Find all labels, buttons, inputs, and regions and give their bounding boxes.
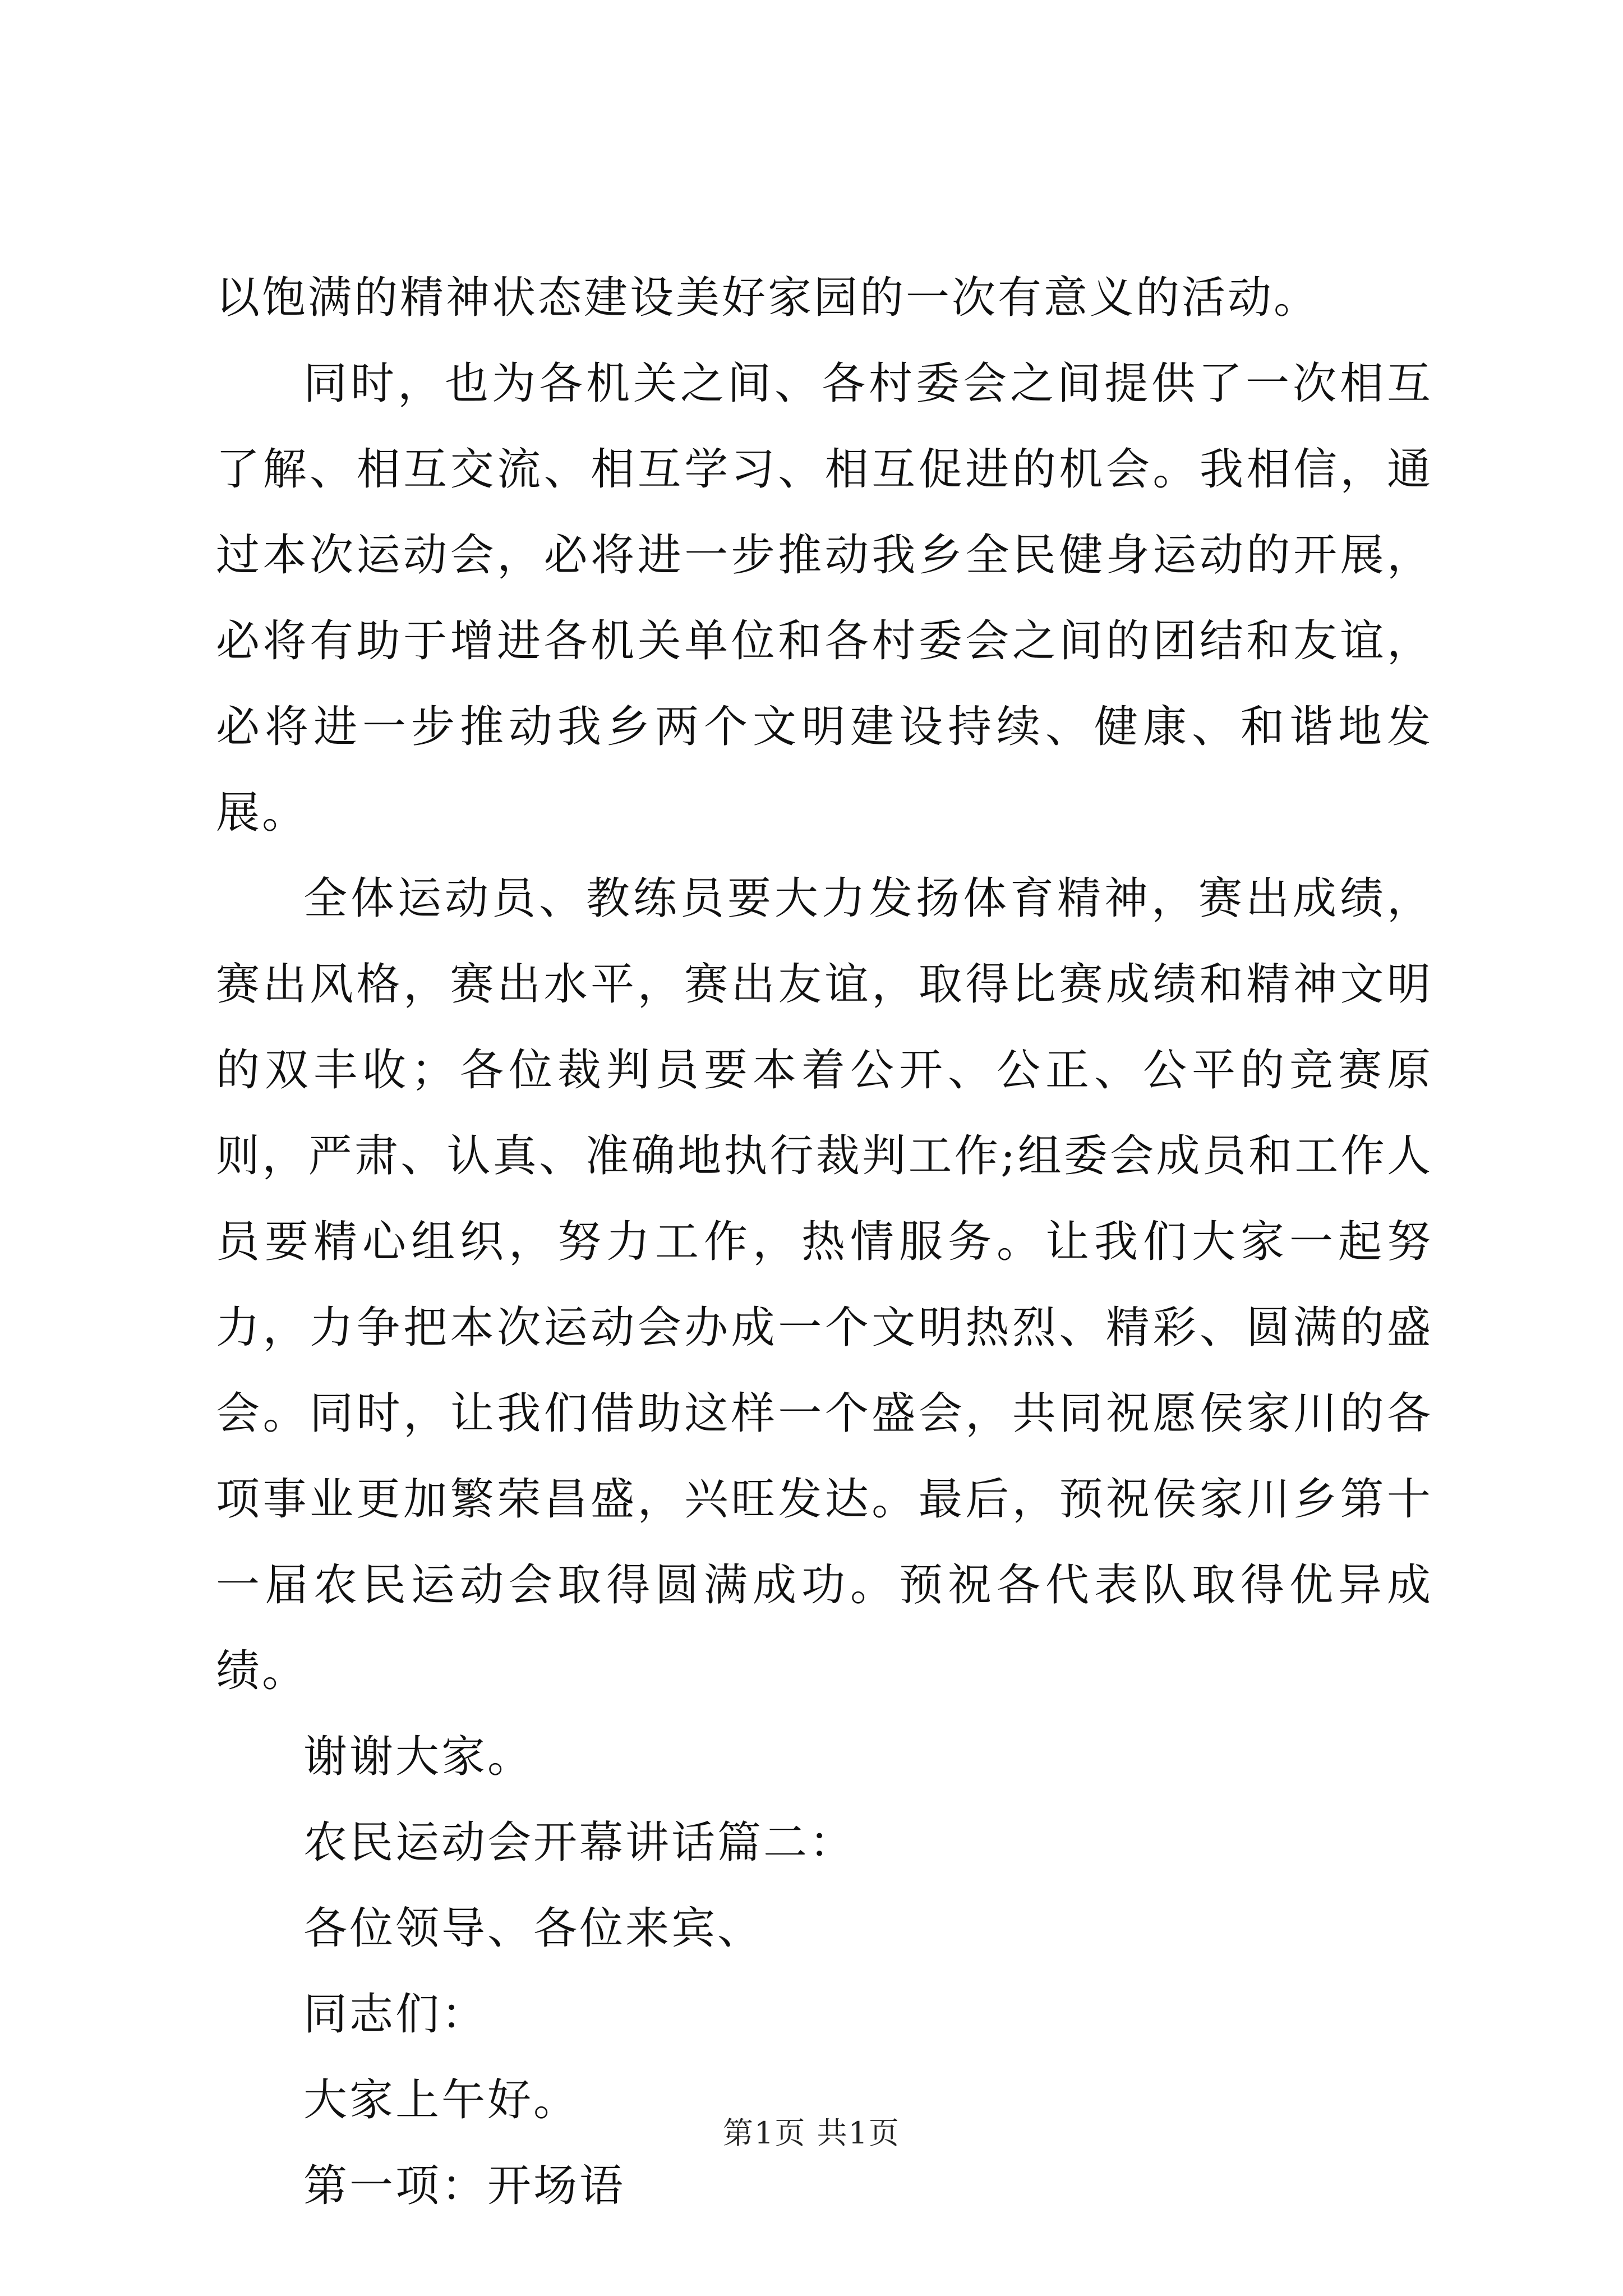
salutation-comrades: 同志们： [303,1989,488,2040]
salutation-leaders-guests: 各位领导、各位来宾、 [303,1903,764,1954]
paragraph-exchange-opportunity: 同时，也为各机关之间、各村委会之间提供了一次相互了解、相互交流、相互学习、相互促进的机会。我相信，通过本次运动会，必将进一步推动我乡全民健身运动的开展，必将有助于增进各机关单位和各村委会之间的团结和友谊，必将进一步推动我乡两个文明建设持续、健康、和谐地发展。 [216,358,1433,838]
paragraph-thanks: 谢谢大家。 [303,1732,534,1782]
paragraph-continuation: 以饱满的精神状态建设美好家园的一次有意义的活动。 [216,273,1320,323]
paragraph-athletes-appeal: 全体运动员、教练员要大力发扬体育精神，赛出成绩，赛出风格，赛出水平，赛出友谊，取得比赛成绩和精神文明的双丰收；各位裁判员要本着公开、公正、公平的竞赛原则，严肃、认真、准确地执行裁判工作;组委会成员和工作人员要精心组织，努力工作，热情服务。让我们大家一起努力，力争把本次运动会办成一个文明热烈、精彩、圆满的盛会。同时，让我们借助这样一个盛会，共同祝愿侯家川的各项事业更加繁荣昌盛，兴旺发达。最后，预祝侯家川乡第十一届农民运动会取得圆满成功。预祝各代表队取得优异成绩。 [216,873,1433,1696]
agenda-item-one: 第一项：开场语 [303,2161,626,2211]
document-body [216,255,1433,2229]
page-number-footer: 第1页 共1页 [723,2115,900,2151]
section-heading-speech-two: 农民运动会开幕讲话篇二： [303,1818,856,1868]
greeting-good-morning: 大家上午好。 [303,2075,580,2125]
